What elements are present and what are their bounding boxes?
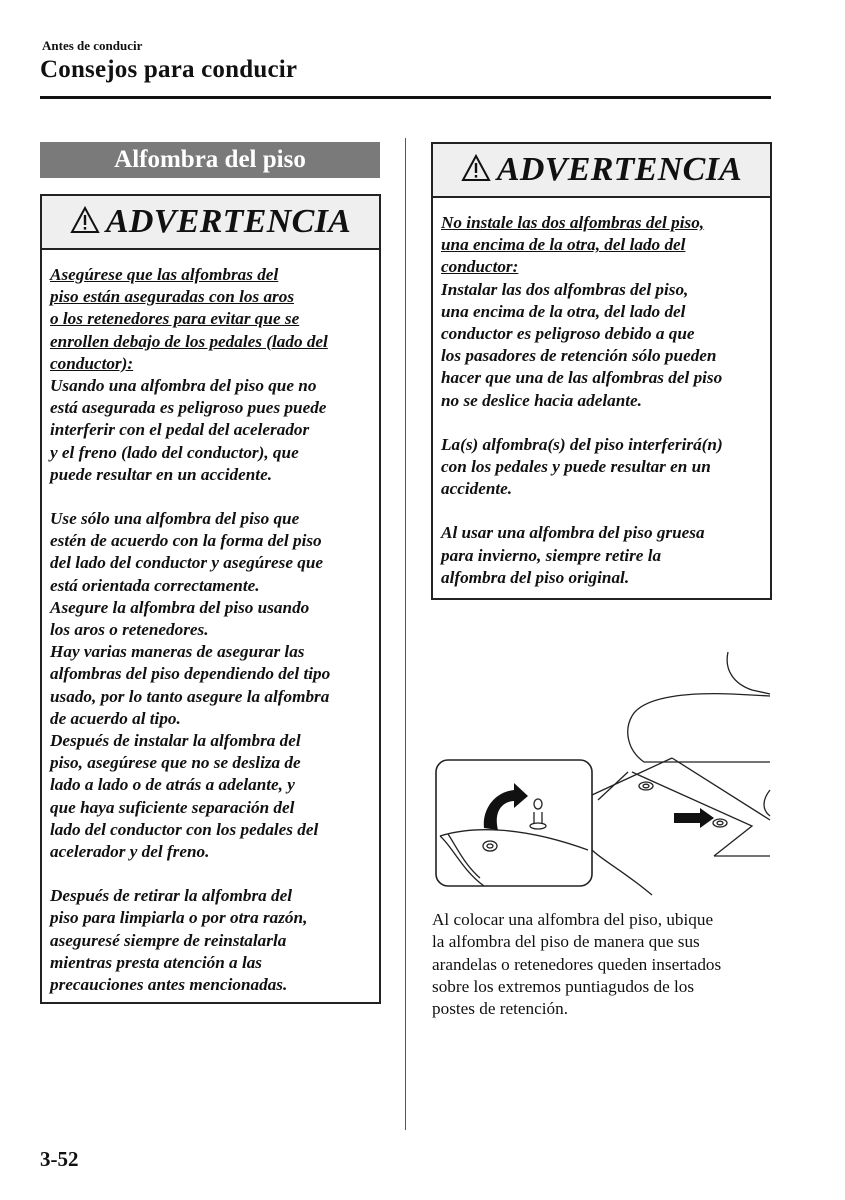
page-number: 3-52 <box>40 1147 79 1171</box>
column-divider <box>405 138 406 1130</box>
warning-triangle-icon <box>70 206 100 239</box>
warning-heading: ADVERTENCIA <box>105 203 352 240</box>
warning-condition: No instale las dos alfombras del piso, una encima de la otra, del lado del conductor: <box>441 213 705 277</box>
section-title: Alfombra del piso <box>40 142 380 178</box>
warning-triangle-icon <box>461 154 491 187</box>
warning-paragraph: Después de retirar la alfombra del piso para limpiarla o por otra razón, aseguresé siempre de reinstalarla mientras presta atención a las precauciones antes mencionadas. <box>50 886 308 995</box>
section-label: Antes de conducir <box>42 38 143 53</box>
warning-heading: ADVERTENCIA <box>496 151 743 188</box>
warning-body <box>433 198 770 599</box>
warning-paragraph: Usando una alfombra del piso que no está asegurada es peligroso pues puede interferir con el pedal del acelerador y el freno (lado del conductor), que puede resultar en un accidente. <box>50 376 327 484</box>
illustration-caption: Al colocar una alfombra del piso, ubique la alfombra del piso de manera que sus arandelas o retenedores queden insertados sobre los extremos puntiagudos de los postes de retención. <box>432 910 722 1019</box>
warning-paragraph: La(s) alfombra(s) del piso interferirá(n) con los pedales y puede resultar en un accidente. <box>441 434 723 499</box>
floor-mat-illustration <box>432 650 772 900</box>
page-title: Consejos para conducir <box>40 56 298 83</box>
warning-paragraph: Instalar las dos alfombras del piso, una encima de la otra, del lado del conductor es peligroso debido a que los pasadores de retención sólo pueden hacer que una de las alfombras del piso no se deslice hacia adelante. <box>441 279 723 410</box>
warning-paragraph: Use sólo una alfombra del piso que estén de acuerdo con la forma del piso del lado del conductor y asegúrese que está orientada correctamente. Asegure la alfombra del piso usando los aros o retenedores. Hay varias maneras de asegurar las alfombras del piso dependiendo del tipo usado, por lo tanto asegure la alfombra de acuerdo al tipo. Después de instalar la alfombra del piso, asegúrese que no se desliza de lado a lado o de atrás a adelante, y que haya suficiente separación del lado del conductor con los pedales del acelerador y del freno. <box>50 509 331 862</box>
header-divider <box>40 96 771 99</box>
warning-header <box>433 144 770 198</box>
warning-body <box>42 250 379 1006</box>
warning-header <box>42 196 379 250</box>
warning-box-left <box>40 194 381 1004</box>
warning-box-right <box>431 142 772 600</box>
warning-paragraph: Al usar una alfombra del piso gruesa para invierno, siempre retire la alfombra del piso original. <box>441 523 705 587</box>
warning-condition: Asegúrese que las alfombras del piso están aseguradas con los aros o los retenedores para evitar que se enrollen debajo de los pedales (lado del conductor): <box>50 265 328 373</box>
